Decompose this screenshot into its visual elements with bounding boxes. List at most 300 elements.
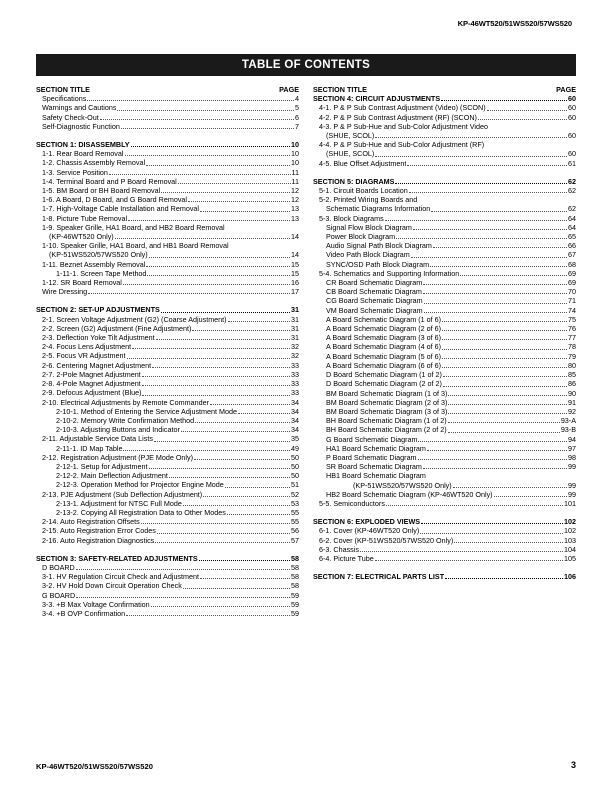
dot-leader bbox=[431, 211, 567, 212]
toc-entry[interactable] bbox=[313, 195, 576, 204]
toc-entry[interactable] bbox=[313, 435, 576, 444]
toc-entry-page: 59 bbox=[291, 590, 299, 600]
toc-entry[interactable] bbox=[36, 122, 299, 131]
toc-entry[interactable] bbox=[36, 113, 299, 122]
dot-leader bbox=[76, 569, 290, 570]
toc-entry[interactable] bbox=[36, 490, 299, 499]
toc-entry[interactable] bbox=[36, 453, 299, 462]
dot-leader bbox=[375, 156, 567, 157]
toc-entry-page: 4 bbox=[295, 94, 299, 104]
toc-entry[interactable] bbox=[313, 425, 576, 434]
toc-entry[interactable] bbox=[313, 554, 576, 563]
toc-entry-page: 85 bbox=[568, 370, 576, 380]
toc-entry-title: 2-12-2. Main Deflection Adjustment bbox=[56, 471, 168, 481]
dot-leader bbox=[228, 321, 290, 322]
toc-entry-page: 10 bbox=[291, 140, 299, 150]
toc-entry-page: 99 bbox=[568, 462, 576, 472]
toc-entry-page: 90 bbox=[568, 388, 576, 398]
toc-entry-title: D Board Schematic Diagram (1 of 2) bbox=[326, 370, 442, 380]
toc-entry[interactable] bbox=[313, 526, 576, 535]
toc-entry[interactable] bbox=[313, 241, 576, 250]
toc-entry[interactable] bbox=[36, 94, 299, 103]
toc-entry-page: 64 bbox=[568, 222, 576, 232]
toc-entry-page: 61 bbox=[568, 158, 576, 168]
section-spacer bbox=[313, 168, 576, 177]
toc-entry[interactable] bbox=[313, 315, 576, 324]
toc-entry[interactable] bbox=[313, 260, 576, 269]
toc-entry[interactable] bbox=[36, 581, 299, 590]
toc-entry-title: 2-15. Auto Registration Error Codes bbox=[42, 526, 156, 536]
toc-entry-page: 58 bbox=[291, 553, 299, 563]
dot-leader bbox=[430, 266, 567, 267]
toc-entry-page: 33 bbox=[291, 369, 299, 379]
dot-leader bbox=[420, 533, 563, 534]
toc-entry-title: SECTION 2: SET-UP ADJUSTMENTS bbox=[36, 305, 160, 315]
dot-leader bbox=[87, 100, 294, 101]
toc-entry-page: 94 bbox=[568, 434, 576, 444]
dot-leader bbox=[123, 284, 290, 285]
dot-leader bbox=[76, 597, 290, 598]
toc-entry-page: 50 bbox=[291, 471, 299, 481]
toc-entry-page: 92 bbox=[568, 406, 576, 416]
toc-entry[interactable] bbox=[313, 361, 576, 370]
toc-entry[interactable] bbox=[36, 250, 299, 259]
toc-entry-title: G BOARD bbox=[42, 590, 76, 600]
toc-entry[interactable] bbox=[36, 600, 299, 609]
toc-entry-title: 2-9. Defocus Adjustment (Blue) bbox=[42, 388, 142, 398]
toc-entry-title: 1-11. Beznet Assembly Removal bbox=[42, 259, 146, 269]
dot-leader bbox=[478, 119, 567, 120]
toc-entry[interactable] bbox=[36, 333, 299, 342]
dot-leader bbox=[443, 376, 567, 377]
toc-entry-title: 3-1. HV Regulation Circuit Check and Adjustment bbox=[42, 572, 200, 582]
toc-entry[interactable] bbox=[313, 481, 576, 490]
dot-leader bbox=[154, 441, 290, 442]
toc-entry-title: 2-3. Deflection Yoke Tilt Adjustment bbox=[42, 333, 155, 343]
toc-entry[interactable] bbox=[36, 241, 299, 250]
dot-leader bbox=[441, 100, 567, 101]
dot-leader bbox=[413, 229, 567, 230]
toc-entry-title: Schematic Diagrams Information bbox=[326, 204, 431, 214]
dot-leader bbox=[375, 137, 567, 138]
dot-leader bbox=[88, 293, 290, 294]
toc-entry-title: HA1 Board Schematic Diagram bbox=[326, 443, 426, 453]
toc-entry-page: 52 bbox=[291, 489, 299, 499]
dot-leader bbox=[183, 505, 290, 506]
dot-leader bbox=[421, 523, 563, 524]
dot-leader bbox=[443, 386, 567, 387]
toc-entry[interactable] bbox=[313, 186, 576, 195]
toc-entry-title: Audio Signal Path Block Diagram bbox=[326, 241, 432, 251]
dot-leader bbox=[227, 514, 290, 515]
toc-entry-page: 69 bbox=[568, 268, 576, 278]
toc-entry[interactable] bbox=[313, 214, 576, 223]
toc-entry[interactable] bbox=[36, 260, 299, 269]
toc-entry-title: Specifications bbox=[42, 94, 87, 104]
toc-entry-title: CB Board Schematic Diagram bbox=[326, 287, 422, 297]
toc-entry[interactable] bbox=[313, 444, 576, 453]
toc-entry-title: SECTION 7: ELECTRICAL PARTS LIST bbox=[313, 572, 445, 582]
toc-entry-page: 55 bbox=[291, 517, 299, 527]
toc-entry[interactable] bbox=[36, 407, 299, 416]
toc-entry-page: 14 bbox=[291, 250, 299, 260]
toc-entry[interactable] bbox=[36, 379, 299, 388]
toc-entry-title: 2-5. Focus VR Adjustment bbox=[42, 351, 126, 361]
toc-entry[interactable] bbox=[36, 462, 299, 471]
toc-entry-page: 60 bbox=[568, 112, 576, 122]
dot-leader bbox=[132, 348, 290, 349]
toc-entry-title: 2-2. Screen (G2) Adjustment (Fine Adjustment) bbox=[42, 323, 192, 333]
toc-entry-page: 79 bbox=[568, 351, 576, 361]
toc-entry[interactable] bbox=[313, 398, 576, 407]
toc-entry-page: 70 bbox=[568, 287, 576, 297]
dot-leader bbox=[407, 165, 567, 166]
toc-entry[interactable] bbox=[313, 269, 576, 278]
toc-entry-page: 55 bbox=[291, 507, 299, 517]
toc-entry-title: SYNC/OSD Path Block Diagram bbox=[326, 259, 430, 269]
toc-entry[interactable] bbox=[313, 545, 576, 554]
toc-entry[interactable] bbox=[313, 306, 576, 315]
toc-entry[interactable] bbox=[36, 536, 299, 545]
toc-entry[interactable] bbox=[36, 232, 299, 241]
toc-entry-title: 1-4. Terminal Board and P Board Removal bbox=[42, 176, 177, 186]
toc-section-heading[interactable] bbox=[313, 94, 576, 103]
toc-entry-page: 34 bbox=[291, 406, 299, 416]
toc-entry[interactable] bbox=[313, 453, 576, 462]
toc-entry-title: 6-4. Picture Tube bbox=[319, 553, 374, 563]
toc-entry[interactable] bbox=[36, 214, 299, 223]
dot-leader bbox=[442, 321, 567, 322]
toc-entry-title: (KP-51WS520/57WS520 Only) bbox=[49, 250, 148, 260]
toc-entry[interactable] bbox=[313, 462, 576, 471]
toc-entry-title: 2-12-1. Setup for Adjustment bbox=[56, 461, 148, 471]
toc-entry-title: SECTION TITLE bbox=[36, 85, 90, 94]
toc-entry[interactable] bbox=[313, 278, 576, 287]
dot-leader bbox=[442, 358, 567, 359]
toc-entry[interactable] bbox=[313, 149, 576, 158]
toc-entry[interactable] bbox=[36, 572, 299, 581]
toc-entry-page: 58 bbox=[291, 572, 299, 582]
toc-entry-title: Warnings and Cautions bbox=[42, 103, 117, 113]
toc-entry[interactable] bbox=[36, 499, 299, 508]
toc-entry-page: 93-B bbox=[560, 425, 576, 435]
toc-entry-title: 1-7. High-Voltage Cable Installation and Removal bbox=[42, 204, 200, 214]
toc-entry-title: 1-1. Rear Board Removal bbox=[42, 149, 124, 159]
toc-section-heading[interactable] bbox=[36, 554, 299, 563]
toc-entry-title: SECTION 3: SAFETY-RELATED ADJUSTMENTS bbox=[36, 553, 198, 563]
toc-entry-title: Safety Check-Out bbox=[42, 112, 99, 122]
toc-entry-page: 76 bbox=[568, 324, 576, 334]
toc-entry-title: 2-13-1. Adjustment for NTSC Full Mode bbox=[56, 498, 182, 508]
toc-entry[interactable] bbox=[36, 324, 299, 333]
toc-entry-page: 33 bbox=[291, 379, 299, 389]
toc-entry-title: 2-12-3. Operation Method for Projector Engine Mode bbox=[56, 480, 224, 490]
toc-entry-title: (SHUE, SCOL) bbox=[326, 149, 375, 159]
toc-entry-page: 12 bbox=[291, 195, 299, 205]
toc-entry[interactable] bbox=[36, 269, 299, 278]
toc-entry-title: P Board Schematic Diagram bbox=[326, 452, 417, 462]
toc-entry[interactable] bbox=[36, 444, 299, 453]
toc-entry-page: 16 bbox=[291, 278, 299, 288]
toc-entry-page: 97 bbox=[568, 443, 576, 453]
toc-entry[interactable] bbox=[36, 223, 299, 232]
dot-leader bbox=[423, 293, 567, 294]
toc-entry-title: 3-4. +B OVP Confirmation bbox=[42, 608, 126, 618]
toc-entry[interactable] bbox=[313, 324, 576, 333]
toc-entry-title: 5-4. Schematics and Supporting Information bbox=[319, 268, 460, 278]
toc-entry-page: 99 bbox=[568, 489, 576, 499]
toc-entry-page: 102 bbox=[564, 526, 576, 536]
toc-entry-page: 5 bbox=[295, 103, 299, 113]
toc-entry[interactable] bbox=[36, 591, 299, 600]
toc-entry[interactable] bbox=[313, 103, 576, 112]
toc-entry-title: SECTION 4: CIRCUIT ADJUSTMENTS bbox=[313, 94, 441, 104]
toc-entry[interactable] bbox=[313, 131, 576, 140]
toc-entry-page: 60 bbox=[568, 94, 576, 104]
toc-entry[interactable] bbox=[313, 499, 576, 508]
toc-entry[interactable] bbox=[313, 287, 576, 296]
toc-entry[interactable] bbox=[313, 352, 576, 361]
toc-title-banner: TABLE OF CONTENTS bbox=[36, 54, 576, 76]
toc-entry-page: 33 bbox=[291, 360, 299, 370]
toc-entry[interactable] bbox=[36, 563, 299, 572]
toc-entry-page: 11 bbox=[291, 167, 299, 177]
dot-leader bbox=[169, 477, 290, 478]
toc-entry[interactable] bbox=[313, 389, 576, 398]
dot-leader bbox=[225, 487, 290, 488]
toc-entry-title: 4-1. P & P Sub Contrast Adjustment (Video) (SCON) bbox=[319, 103, 486, 113]
toc-entry-title: VM Board Schematic Diagram bbox=[326, 305, 423, 315]
toc-section-heading[interactable] bbox=[313, 572, 576, 581]
toc-entry[interactable] bbox=[36, 186, 299, 195]
dot-leader bbox=[149, 468, 291, 469]
toc-entry-page: 49 bbox=[291, 443, 299, 453]
toc-entry[interactable] bbox=[313, 296, 576, 305]
toc-entry[interactable] bbox=[36, 351, 299, 360]
dot-leader bbox=[442, 339, 567, 340]
dot-leader bbox=[117, 110, 294, 111]
toc-entry-page: 31 bbox=[291, 323, 299, 333]
toc-entry-title: BM Board Schematic Diagram (1 of 3) bbox=[326, 388, 448, 398]
toc-entry-title: SECTION 6: EXPLODED VIEWS bbox=[313, 517, 421, 527]
toc-entry[interactable] bbox=[36, 388, 299, 397]
dot-leader bbox=[448, 432, 560, 433]
toc-entry-title: 1-2. Chassis Assembly Removal bbox=[42, 158, 146, 168]
toc-entry[interactable] bbox=[313, 113, 576, 122]
dot-leader bbox=[126, 615, 290, 616]
dot-leader bbox=[147, 275, 290, 276]
dot-leader bbox=[155, 542, 290, 543]
toc-entry[interactable] bbox=[36, 370, 299, 379]
toc-entry-title: 2-11-1. ID Map Table bbox=[56, 443, 123, 453]
header-model-number: KP-46WT520/51WS520/57WS520 bbox=[457, 19, 572, 28]
toc-entry[interactable] bbox=[313, 407, 576, 416]
toc-entry[interactable] bbox=[36, 361, 299, 370]
dot-leader bbox=[188, 201, 290, 202]
section-spacer bbox=[313, 563, 576, 572]
toc-section-heading[interactable] bbox=[36, 140, 299, 149]
toc-entry-title: 2-12. Registration Adjustment (PJE Mode Only) bbox=[42, 452, 194, 462]
toc-entry-page: 93-A bbox=[560, 416, 576, 426]
toc-entry-page: 13 bbox=[291, 213, 299, 223]
toc-entry[interactable] bbox=[36, 149, 299, 158]
toc-entry[interactable] bbox=[36, 168, 299, 177]
toc-entry-page: 62 bbox=[568, 176, 576, 186]
toc-entry[interactable] bbox=[36, 609, 299, 618]
dot-leader bbox=[200, 578, 290, 579]
dot-leader bbox=[395, 183, 567, 184]
toc-entry-title: D Board Schematic Diagram (2 of 2) bbox=[326, 379, 442, 389]
dot-leader bbox=[448, 413, 567, 414]
toc-entry-title: A Board Schematic Diagram (2 of 6) bbox=[326, 324, 442, 334]
dot-leader bbox=[146, 266, 290, 267]
dot-leader bbox=[131, 146, 290, 147]
toc-entry-page: 33 bbox=[291, 388, 299, 398]
toc-entry-page: 32 bbox=[291, 342, 299, 352]
toc-entry[interactable] bbox=[36, 158, 299, 167]
toc-entry-page: 11 bbox=[291, 176, 299, 186]
dot-leader bbox=[423, 284, 567, 285]
toc-entry-page: 10 bbox=[291, 158, 299, 168]
dot-leader bbox=[238, 413, 290, 414]
dot-leader bbox=[448, 404, 567, 405]
toc-entry[interactable] bbox=[313, 223, 576, 232]
dot-leader bbox=[494, 496, 567, 497]
toc-entry[interactable] bbox=[313, 122, 576, 131]
toc-entry-title: 4-3. P & P Sub-Hue and Sub-Color Adjustment Video bbox=[319, 121, 489, 131]
toc-entry-page: 31 bbox=[291, 305, 299, 315]
dot-leader bbox=[192, 330, 290, 331]
toc-entry-page: 60 bbox=[568, 149, 576, 159]
dot-leader bbox=[194, 459, 290, 460]
toc-section-heading[interactable] bbox=[313, 177, 576, 186]
toc-entry-page: 77 bbox=[568, 333, 576, 343]
dot-leader bbox=[424, 303, 567, 304]
toc-entry-page: 35 bbox=[291, 434, 299, 444]
footer-model-number: KP-46WT520/51WS520/57WS520 bbox=[36, 762, 153, 771]
dot-leader bbox=[375, 560, 563, 561]
toc-entry-page: 86 bbox=[568, 379, 576, 389]
dot-leader bbox=[146, 165, 290, 166]
toc-entry[interactable] bbox=[313, 333, 576, 342]
dot-leader bbox=[151, 606, 290, 607]
dot-leader bbox=[460, 275, 567, 276]
toc-entry[interactable] bbox=[313, 250, 576, 259]
toc-entry[interactable] bbox=[313, 342, 576, 351]
toc-entry-page: 59 bbox=[291, 599, 299, 609]
toc-entry-page: 65 bbox=[568, 232, 576, 242]
toc-entry-title: SECTION 5: DIAGRAMS bbox=[313, 176, 395, 186]
toc-entry-page: 71 bbox=[568, 296, 576, 306]
toc-entry-page: 58 bbox=[291, 562, 299, 572]
toc-entry[interactable] bbox=[36, 398, 299, 407]
toc-entry[interactable] bbox=[313, 416, 576, 425]
toc-entry-title: G Board Schematic Diagram bbox=[326, 434, 418, 444]
toc-entry[interactable] bbox=[36, 195, 299, 204]
toc-column-header bbox=[36, 85, 299, 94]
toc-entry-title: 6-1. Cover (KP-46WT520 Only) bbox=[319, 526, 420, 536]
toc-entry[interactable] bbox=[313, 471, 576, 480]
toc-entry-page: 60 bbox=[568, 103, 576, 113]
toc-entry[interactable] bbox=[36, 342, 299, 351]
toc-section-heading[interactable] bbox=[313, 517, 576, 526]
toc-entry-title: 3-2. HV Hold Down Circuit Operation Check bbox=[42, 581, 182, 591]
toc-entry-page: 101 bbox=[564, 498, 576, 508]
toc-section-heading[interactable] bbox=[36, 305, 299, 314]
toc-entry[interactable] bbox=[313, 490, 576, 499]
toc-entry[interactable] bbox=[313, 536, 576, 545]
toc-entry[interactable] bbox=[313, 232, 576, 241]
dot-leader bbox=[127, 358, 291, 359]
toc-entry[interactable] bbox=[36, 434, 299, 443]
dot-leader bbox=[157, 533, 290, 534]
toc-entry[interactable] bbox=[36, 287, 299, 296]
toc-entry-title: BM Board Schematic Diagram (3 of 3) bbox=[326, 406, 448, 416]
toc-entry[interactable] bbox=[36, 177, 299, 186]
toc-entry-page: 7 bbox=[295, 121, 299, 131]
toc-entry-title: 1-11-1. Screen Tape Method bbox=[56, 268, 147, 278]
toc-entry-title: 2-14. Auto Registration Offsets bbox=[42, 517, 140, 527]
toc-entry-page: 104 bbox=[564, 544, 576, 554]
toc-entry-title: CG Board Schematic Diagram bbox=[326, 296, 423, 306]
toc-entry[interactable] bbox=[36, 204, 299, 213]
dot-leader bbox=[418, 459, 567, 460]
toc-entry-page: 53 bbox=[291, 498, 299, 508]
toc-entry-title: (SHUE, SCOL) bbox=[326, 131, 375, 141]
toc-entry[interactable] bbox=[36, 526, 299, 535]
toc-entry[interactable] bbox=[36, 517, 299, 526]
toc-entry-title: 5-1. Circuit Boards Location bbox=[319, 186, 408, 196]
toc-entry[interactable] bbox=[36, 425, 299, 434]
dot-leader bbox=[386, 505, 563, 506]
toc-entry-page: 69 bbox=[568, 278, 576, 288]
toc-entry-title: 5-5. Semiconductors bbox=[319, 498, 385, 508]
toc-entry-title: HB1 Board Schematic Diagram bbox=[326, 471, 426, 481]
dot-leader bbox=[142, 385, 290, 386]
toc-entry[interactable] bbox=[36, 471, 299, 480]
page-number: 3 bbox=[570, 760, 576, 770]
toc-entry[interactable] bbox=[36, 278, 299, 287]
toc-entry-title: 1-6. A Board, D Board, and G Board Removal bbox=[42, 195, 188, 205]
toc-entry-title: SECTION TITLE bbox=[313, 85, 367, 94]
toc-entry-page: 56 bbox=[291, 526, 299, 536]
toc-entry-title: 4-5. Blue Offset Adjustment bbox=[319, 158, 407, 168]
toc-entry-page: PAGE bbox=[279, 85, 299, 94]
toc-entry[interactable] bbox=[36, 480, 299, 489]
dot-leader bbox=[427, 450, 567, 451]
toc-entry[interactable] bbox=[36, 416, 299, 425]
toc-entry[interactable] bbox=[36, 315, 299, 324]
toc-entry-page: 91 bbox=[568, 397, 576, 407]
dot-leader bbox=[453, 487, 567, 488]
dot-leader bbox=[195, 422, 290, 423]
toc-entry[interactable] bbox=[36, 508, 299, 517]
toc-entry[interactable] bbox=[313, 370, 576, 379]
toc-entry[interactable] bbox=[313, 140, 576, 149]
toc-entry[interactable] bbox=[313, 379, 576, 388]
toc-entry-page: 34 bbox=[291, 415, 299, 425]
toc-entry-title: 6-3. Chassis bbox=[319, 544, 359, 554]
toc-entry-page: 34 bbox=[291, 397, 299, 407]
toc-entry-title: BM Board Schematic Diagram (2 of 3) bbox=[326, 397, 448, 407]
toc-entry-page: 14 bbox=[291, 232, 299, 242]
toc-entry[interactable] bbox=[313, 204, 576, 213]
toc-entry[interactable] bbox=[313, 159, 576, 168]
toc-entry[interactable] bbox=[36, 103, 299, 112]
toc-entry-title: 2-7. 2-Pole Magnet Adjustment bbox=[42, 369, 141, 379]
toc-entry-page: 105 bbox=[564, 553, 576, 563]
dot-leader bbox=[142, 376, 290, 377]
